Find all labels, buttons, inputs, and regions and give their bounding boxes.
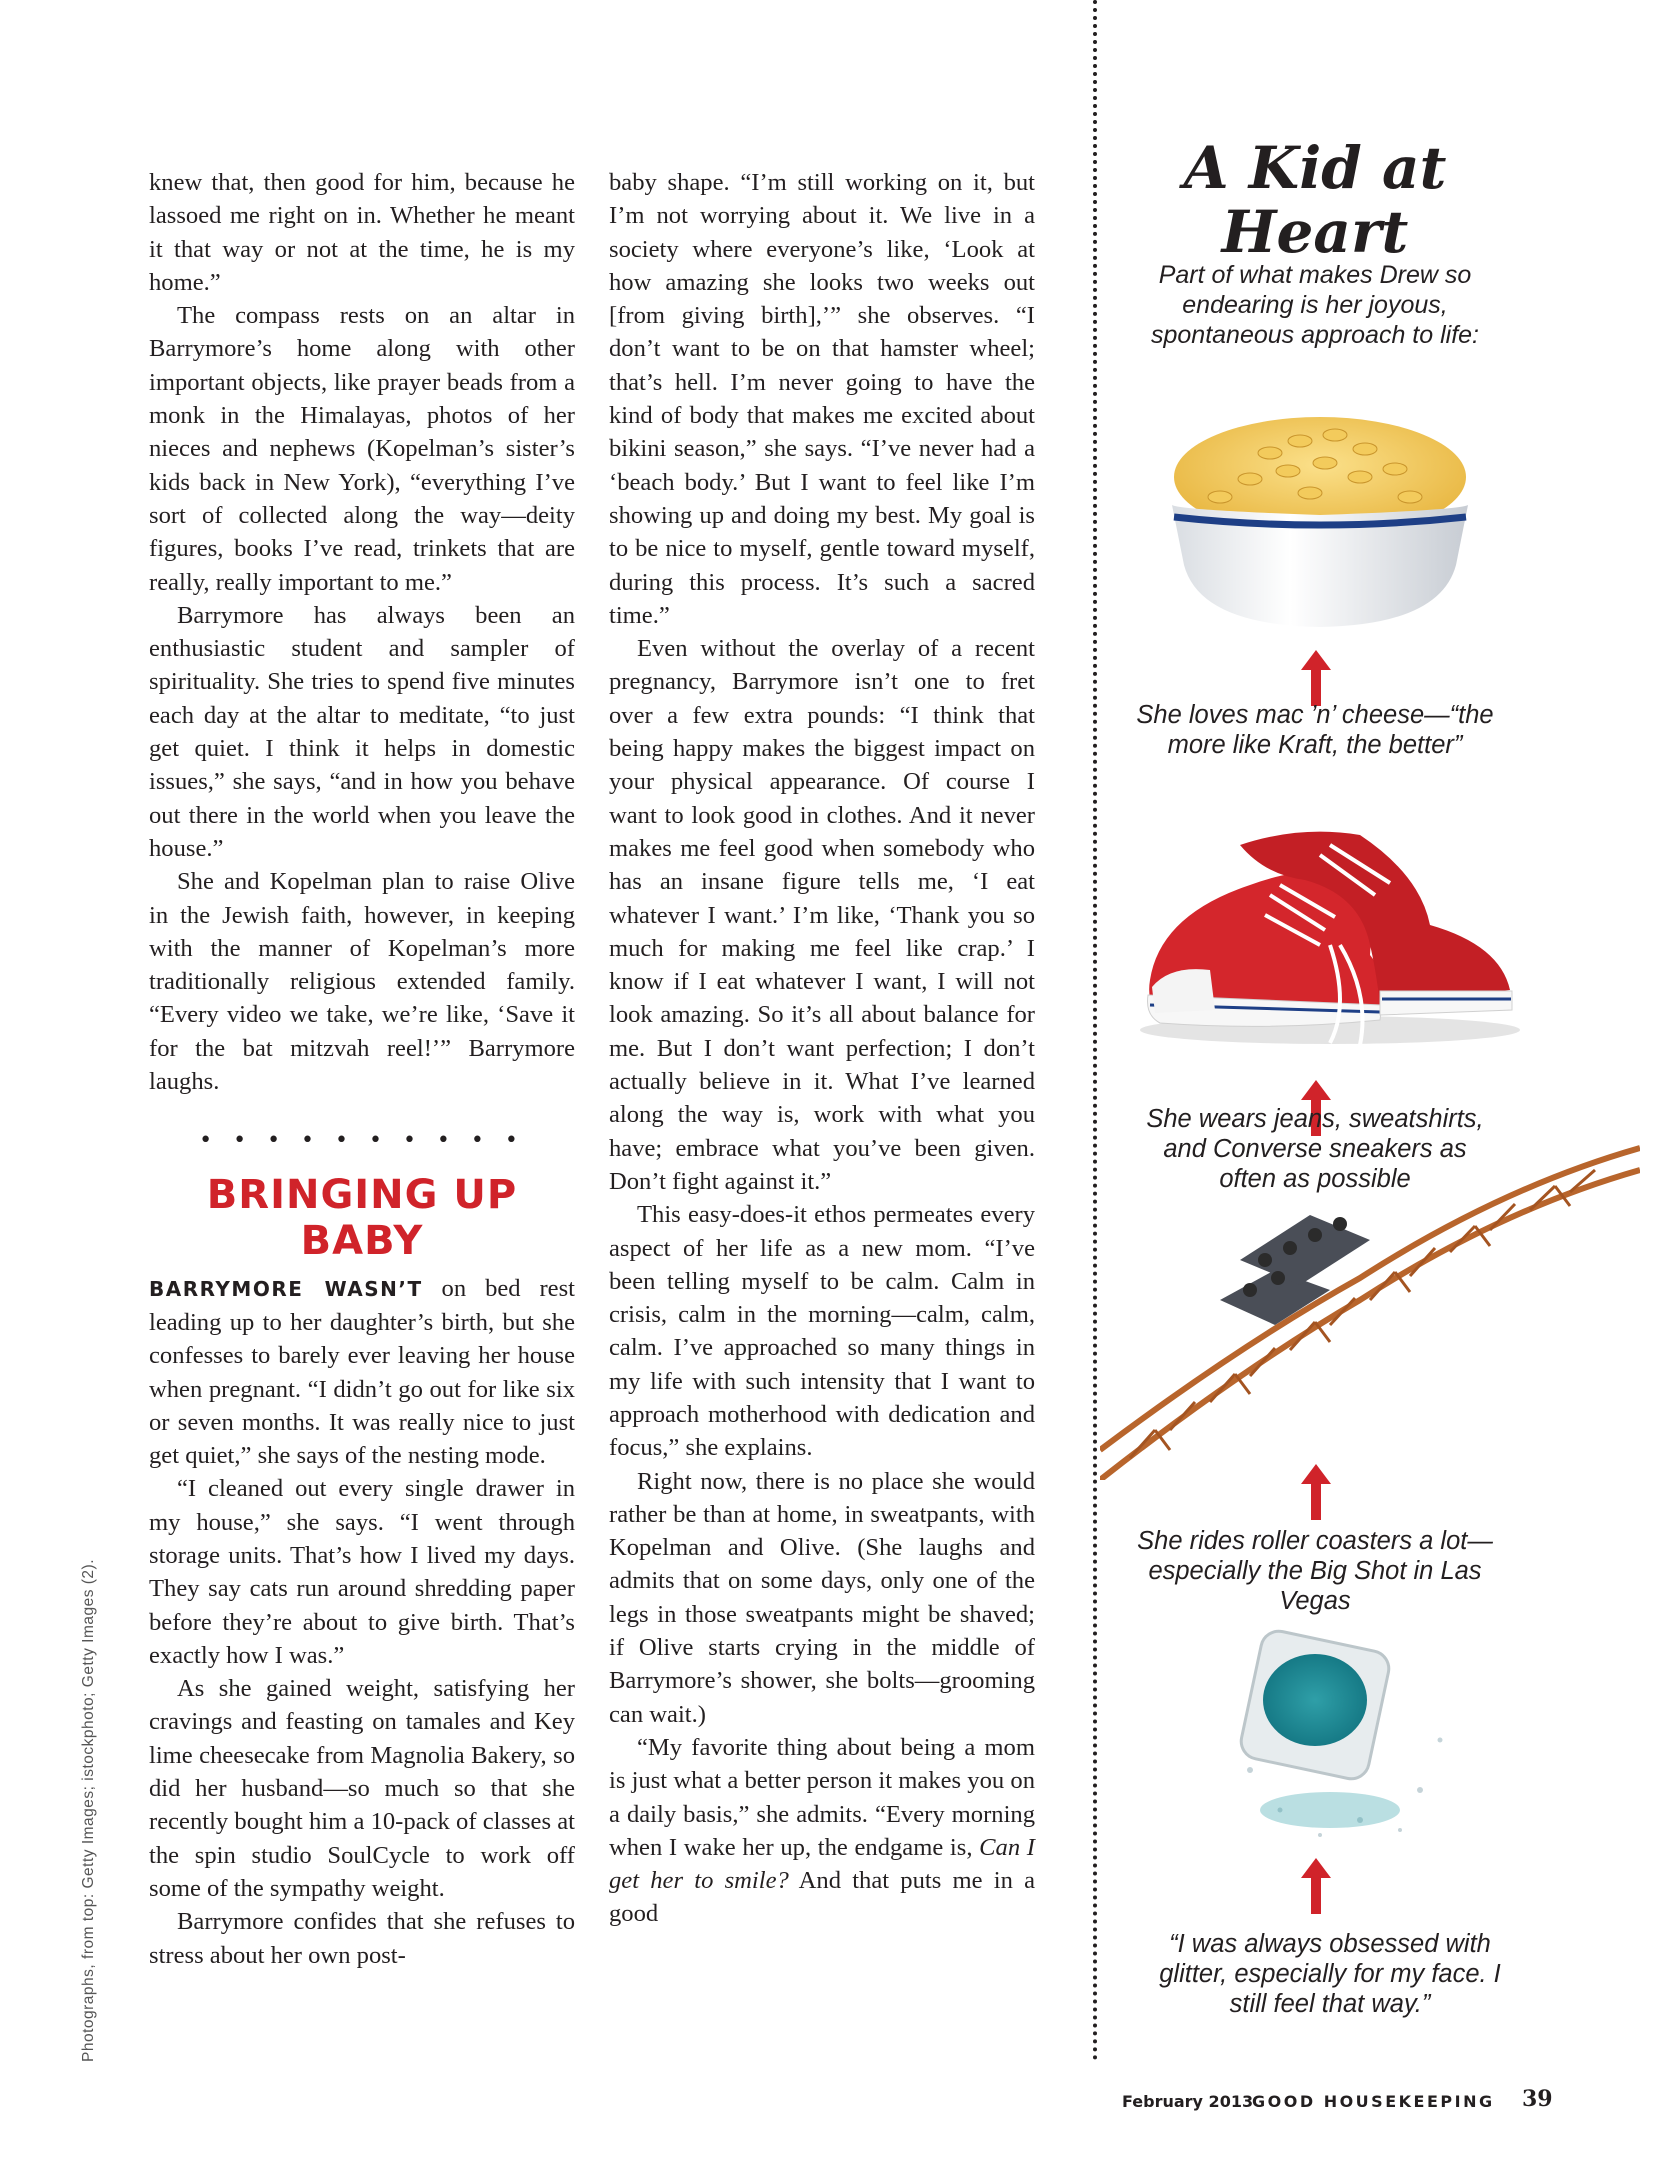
paragraph: This easy-does-it ethos permeates every aspect of her life as a new mom. “I’ve been telling myself to be calm. Calm in crisis, calm in the morning—calm, calm, calm. I’ve approached so many things in my life with such intensity that I want to approach motherhood with dedication and focus,” she explains.: [609, 1201, 1035, 1462]
section-heading-line-1: BRINGING UP: [206, 1171, 518, 1218]
paragraph: The compass rests on an altar in Barrymore’s home along with other important objects, like prayer beads from a monk in the Himalayas, photos of her nieces and nephews (Kopelman’s sister’s kids back in New York), “everything I’ve sort of collected along the way—deity figures, books I’ve read, trinkets that are really, really important to me.”: [149, 302, 575, 596]
sidebar-title: [1115, 136, 1515, 264]
paragraph: knew that, then good for him, because he lassoed me right on in. Whether he meant it that way or not at the time, he is my home.”: [149, 169, 575, 296]
mac-and-cheese-bowl-image: [1160, 405, 1480, 635]
italic-quote: Can I get her to smile?: [609, 1833, 1035, 1895]
glitter-jar-image: [1210, 1620, 1470, 1860]
dotted-column-divider: [1093, 0, 1097, 2062]
caption-glitter: “I was always obsessed with glitter, especially for my face. I still feel that way.”: [1159, 1930, 1501, 2018]
up-arrow-icon: [1301, 1464, 1331, 1520]
paragraph: Even without the overlay of a recent pregnancy, Barrymore isn’t one to fret over a few extra pounds: “I think that being happy makes the biggest impact on your physical appearance. Of course I want to look good in clothes. And it never makes me feel good when somebody who has an insane figure tells me, ‘I eat whatever I want.’ I’m like, ‘Thank you so much for making me feel like crap.’ I know if I eat whatever I want, I will not look amazing. So it’s all about balance for me. But I don’t want perfection; I don’t actually believe in it. What I’ve learned along the way is, work with what you have; embrace what you’ve been given. Don’t fight against it.”: [609, 635, 1035, 1195]
paragraph: She and Kopelman plan to raise Olive in the Jewish faith, however, in keeping with the manner of Kopelman’s more traditionally religious extended family. “Every video we take, we’re like, ‘Save it for the bat mitzvah reel!’” Barrymore laughs.: [149, 868, 575, 1096]
footer-date: February 2013: [1122, 2092, 1254, 2111]
sidebar-intro: Part of what makes Drew so endearing is her joyous, spontaneous approach to life:: [1150, 261, 1479, 349]
paragraph: [149, 1272, 575, 1473]
caption-sneakers: She wears jeans, sweatshirts, and Converse sneakers as often as possible: [1146, 1105, 1484, 1193]
article-column-1: [149, 166, 575, 1972]
photo-credit: Photographs, from top: Getty Images; istockphoto; Getty Images (2).: [80, 1558, 97, 2062]
lead-in-caps: BARRYMORE WASN’T: [149, 1276, 423, 1301]
paragraph: Barrymore has always been an enthusiastic student and sampler of spirituality. She tries to spend five minutes each day at the altar to meditate, “to just get quiet. I think it helps in domestic issues,” she says, “and in how you behave out there in the world when you leave the house.”: [149, 601, 575, 862]
paragraph: [609, 1731, 1035, 1931]
sidebar-title-line-1: A Kid at: [1183, 134, 1447, 202]
up-arrow-icon: [1301, 1858, 1331, 1914]
article-column-2: [609, 166, 1035, 1931]
paragraph: Barrymore confides that she refuses to stress about her own post-: [149, 1908, 575, 1969]
paragraph-text: “My favorite thing about being a mom is just what a better person it makes you on a daily basis,” she admits. “Every morning when I wake her up, the endgame is,: [609, 1733, 1035, 1861]
paragraph: “I cleaned out every single drawer in my house,” she says. “I went through storage units. That’s how I lived my days. They say cats run around shredding paper before they’re about to give birth. That’s exactly how I was.”: [149, 1475, 575, 1669]
section-divider-dots: • • • • • • • • • •: [199, 1128, 525, 1154]
paragraph: baby shape. “I’m still working on it, but I’m not worrying about it. We live in a society where everyone’s like, ‘Look at how amazing she looks two weeks out [from giving birth],’” she observes. “I don’t want to be on that hamster wheel; that’s hell. I’m never going to have the kind of body that makes me excited about bikini season,” she says. “I’ve never had a ‘beach body.’ But I want to feel like I’m showing up and doing my best. My goal is to be nice to myself, gentle toward myself, during this process. It’s such a sacred time.”: [609, 169, 1035, 629]
paragraph: As she gained weight, satisfying her cravings and feasting on tamales and Key lime cheesecake from Magnolia Bakery, so did her husband—so much so that she recently bought him a 10-pack of classes at the spin studio SoulCycle to work off some of the sympathy weight.: [149, 1675, 575, 1902]
paragraph-text: And that puts me in a good: [609, 1867, 1035, 1928]
up-arrow-icon: [1301, 650, 1331, 706]
roller-coaster-image: [1100, 1140, 1640, 1480]
paragraph: Right now, there is no place she would rather be than at home, in sweatpants, with Kopelman and Olive. (She laughs and admits that on some days, only one of the legs in those sweatpants might be shaved; if Olive starts crying in the middle of Barrymore’s shower, she bolts—grooming can wait.): [609, 1467, 1035, 1728]
caption-roller-coaster: She rides roller coasters a lot—especially the Big Shot in Las Vegas: [1137, 1527, 1493, 1615]
red-sneakers-image: [1130, 805, 1530, 1055]
caption-mac-and-cheese: She loves mac ’n’ cheese—“the more like Kraft, the better”: [1136, 701, 1494, 759]
section-heading: [149, 1172, 575, 1264]
section-heading-line-2: BABY: [300, 1217, 424, 1264]
page-number: 39: [1522, 2086, 1553, 2112]
sidebar-title-line-2: Heart: [1221, 198, 1409, 266]
footer-magazine-name: GOOD HOUSEKEEPING: [1252, 2092, 1495, 2111]
paragraph-text: on bed rest leading up to her daughter’s birth, but she confesses to barely ever leaving her house when pregnant. “I didn’t go out for like six or seven months. It was really nice to just get quiet,” she says of the nesting mode.: [149, 1274, 575, 1470]
